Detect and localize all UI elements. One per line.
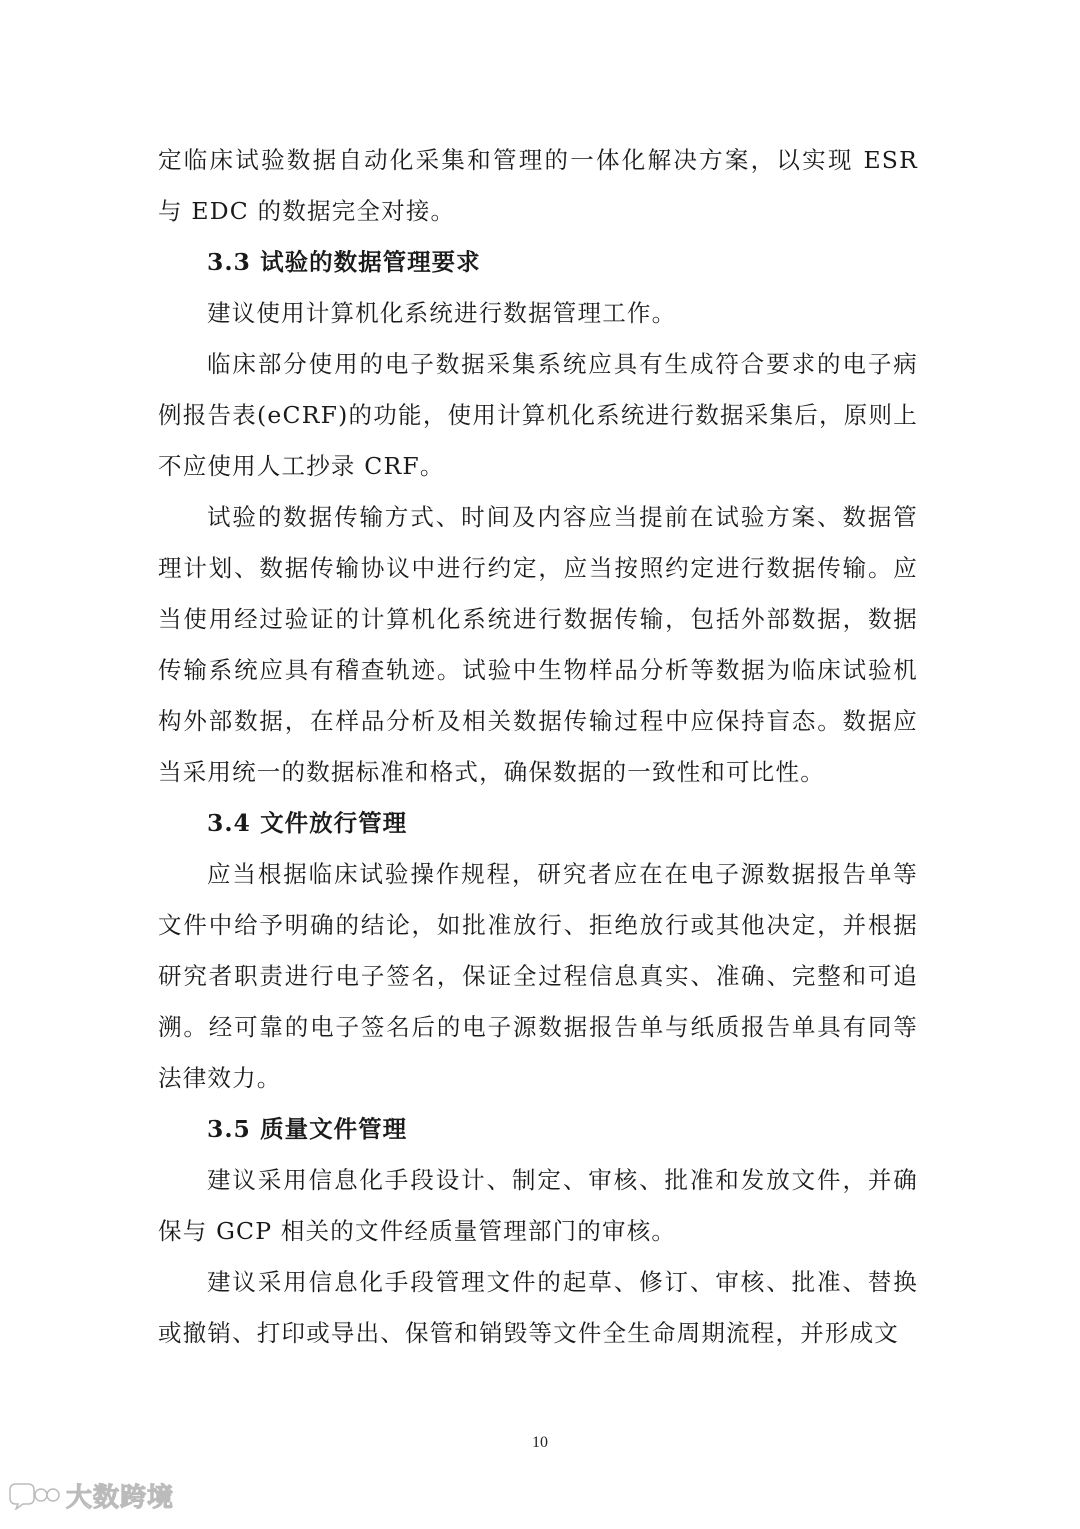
paragraph: 应当根据临床试验操作规程，研究者应在在电子源数据报告单等文件中给予明确的结论，如批准放行、拒绝放行或其他决定，并根据研究者职责进行电子签名，保证全过程信息真实、准确、完整和可追溯。经可靠的电子签名后的电子源数据报告单与纸质报告单具有同等法律效力。 — [158, 860, 918, 1092]
paragraph: 临床部分使用的电子数据采集系统应具有生成符合要求的电子病例报告表(eCRF)的功能，使用计算机化系统进行数据采集后，原则上不应使用人工抄录 CRF。 — [158, 350, 918, 480]
section-heading-3-3: 3.3 试验的数据管理要求 — [207, 248, 481, 276]
paragraph: 建议使用计算机化系统进行数据管理工作。 — [207, 299, 677, 327]
watermark — [8, 1473, 174, 1517]
watermark-text: 大数跨境 — [66, 1482, 175, 1513]
chat-bubble-icon — [8, 1480, 60, 1510]
paragraph: 试验的数据传输方式、时间及内容应当提前在试验方案、数据管理计划、数据传输协议中进行约定，应当按照约定进行数据传输。应当使用经过验证的计算机化系统进行数据传输，包括外部数据，数据传输系统应具有稽查轨迹。试验中生物样品分析等数据为临床试验机构外部数据，在样品分析及相关数据传输过程中应保持盲态。数据应当采用统一的数据标准和格式，确保数据的一致性和可比性。 — [158, 503, 918, 786]
document-body — [158, 135, 918, 1359]
paragraph: 定临床试验数据自动化采集和管理的一体化解决方案，以实现 ESR 与 EDC 的数据完全对接。 — [158, 146, 918, 225]
page-number: 10 — [532, 1434, 548, 1451]
paragraph: 建议采用信息化手段管理文件的起草、修订、审核、批准、替换或撤销、打印或导出、保管和销毁等文件全生命周期流程，并形成文 — [158, 1268, 918, 1347]
section-heading-3-4: 3.4 文件放行管理 — [207, 809, 408, 837]
paragraph: 建议采用信息化手段设计、制定、审核、批准和发放文件，并确保与 GCP 相关的文件经质量管理部门的审核。 — [158, 1166, 918, 1245]
section-heading-3-5: 3.5 质量文件管理 — [207, 1115, 408, 1143]
